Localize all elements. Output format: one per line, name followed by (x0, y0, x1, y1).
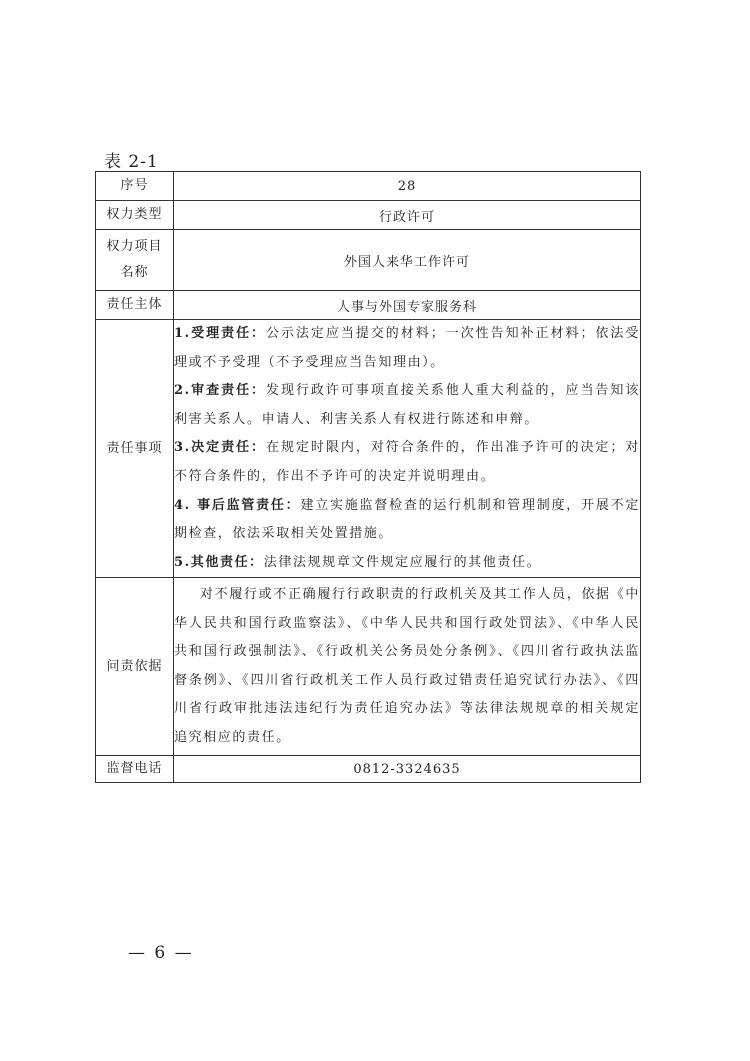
table-row-subject (96, 291, 641, 320)
duty-item-4-head: 4. 事后监管责任： (174, 497, 301, 513)
duty-item-5-text: 法律法规规章文件规定应履行的其他责任。 (263, 554, 542, 570)
duty-item-4 (174, 492, 640, 549)
accountability-label: 问责依据 (96, 578, 174, 756)
power-type-value: 行政许可 (174, 201, 641, 230)
power-item-value: 外国人来华工作许可 (174, 230, 641, 291)
accountability-text: 对不履行或不正确履行行政职责的行政机关及其工作人员，依据《中华人民共和国行政监察法》、《中华人民共和国行政处罚法》、《中华人民共和国行政强制法》、《行政机关公务员处分条例》、《四川省行政执法监督条例》、《四川省行政机关工作人员行政过错责任追究试行办法》、《四川省行政审批违法违纪行为责任追究办法》等法律法规规章的相关规定追究相应的责任。 (174, 587, 640, 746)
page-number: — 6 — (128, 943, 194, 963)
subject-value: 人事与外国专家服务科 (174, 291, 641, 320)
duty-item-2-text: 发现行政许可事项直接关系他人重大利益的，应当告知该利害关系人。申请人、利害关系人有权进行陈述和申辩。 (174, 383, 640, 427)
duty-item-5 (174, 549, 640, 578)
duties-label: 责任事项 (96, 320, 174, 578)
responsibility-table (95, 171, 641, 783)
table-row-phone (96, 756, 641, 783)
table-row-accountability (96, 578, 641, 756)
table-row-duties (96, 320, 641, 578)
duty-item-3 (174, 434, 640, 491)
serial-label: 序号 (96, 172, 174, 201)
power-item-label (96, 230, 174, 291)
duty-item-2-head: 2.审查责任： (174, 383, 267, 399)
duty-item-4-text: 建立实施监督检查的运行机制和管理制度，开展不定期检查，依法采取相关处置措施。 (174, 497, 640, 542)
table-row-serial (96, 172, 641, 201)
power-item-label-line1: 权力项目 (106, 239, 163, 254)
duty-item-1-head: 1.受理责任： (174, 326, 267, 341)
duties-content (174, 320, 641, 578)
duty-item-1 (174, 320, 640, 377)
table-caption: 表 2-1 (104, 152, 159, 172)
accountability-content (174, 578, 641, 756)
duty-item-5-head: 5.其他责任： (174, 554, 264, 570)
phone-label: 监督电话 (96, 756, 174, 783)
power-item-label-line2: 名称 (120, 265, 149, 280)
table-row-power-type (96, 201, 641, 230)
table-row-power-item (96, 230, 641, 291)
duty-item-2 (174, 377, 640, 434)
duty-item-3-head: 3.决定责任： (174, 440, 267, 456)
phone-value: 0812-3324635 (174, 756, 641, 783)
subject-label: 责任主体 (96, 291, 174, 320)
serial-value: 28 (174, 172, 641, 201)
duty-item-1-text: 公示法定应当提交的材料；一次性告知补正材料；依法受理或不予受理（不予受理应当告知理由）。 (174, 326, 640, 370)
power-type-label: 权力类型 (96, 201, 174, 230)
duty-item-3-text: 在规定时限内，对符合条件的，作出准予许可的决定；对不符合条件的，作出不予许可的决定并说明理由。 (174, 440, 640, 484)
